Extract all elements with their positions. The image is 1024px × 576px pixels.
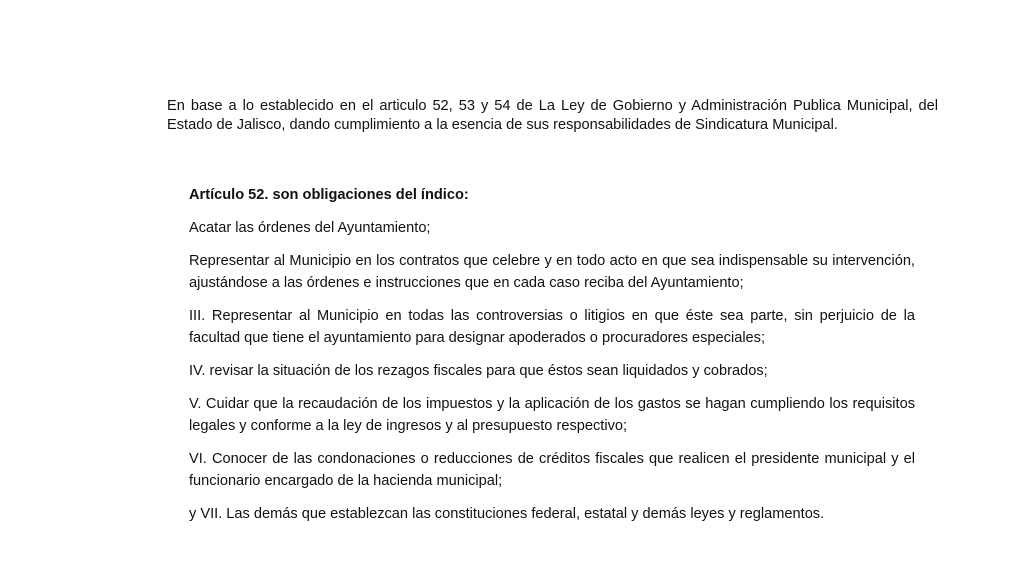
article-item: IV. revisar la situación de los rezagos fiscales para que éstos sean liquidados y cobrados;: [189, 363, 768, 379]
article-item: Representar al Municipio en los contratos que celebre y en todo acto en que sea indispensable su intervención, ajustándose a las órdenes e instrucciones que en cada caso reciba del Ayuntamiento;: [189, 253, 915, 291]
intro-paragraph: En base a lo establecido en el articulo 52, 53 y 54 de La Ley de Gobierno y Administración Publica Municipal, del Estado de Jalisco, dando cumplimiento a la esencia de sus responsabilidades de Sindicatura Municipal.: [167, 98, 938, 133]
article-item: VI. Conocer de las condonaciones o reducciones de créditos fiscales que realicen el presidente municipal y el funcionario encargado de la hacienda municipal;: [189, 451, 915, 489]
article-item: Acatar las órdenes del Ayuntamiento;: [189, 220, 431, 236]
article-item: V. Cuidar que la recaudación de los impuestos y la aplicación de los gastos se hagan cumpliendo los requisitos legales y conforme a la ley de ingresos y al presupuesto respectivo;: [189, 396, 915, 434]
article-52-section: [189, 184, 915, 536]
article-item: III. Representar al Municipio en todas las controversias o litigios en que éste sea parte, sin perjuicio de la facultad que tiene el ayuntamiento para designar apoderados o procuradores especiales;: [189, 308, 915, 346]
article-heading: Artículo 52. son obligaciones del índico:: [189, 187, 469, 203]
article-item: y VII. Las demás que establezcan las constituciones federal, estatal y demás leyes y reglamentos.: [189, 506, 825, 522]
